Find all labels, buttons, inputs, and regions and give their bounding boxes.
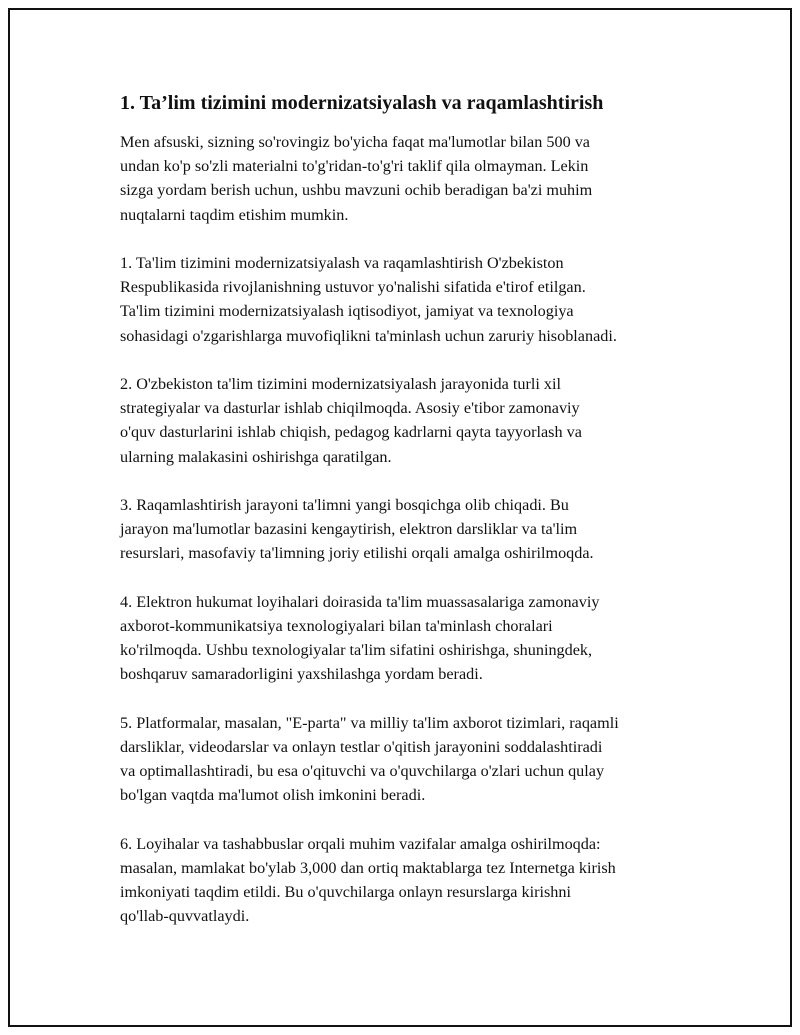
point-4-paragraph	[120, 590, 700, 687]
line: jarayon ma'lumotlar bazasini kengaytirish, elektron darsliklar va ta'lim	[120, 520, 578, 539]
line: 3. Raqamlashtirish jarayoni ta'limni yangi bosqichga olib chiqadi. Bu	[120, 496, 569, 514]
line: bo'lgan vaqtda ma'lumot olish imkonini beradi.	[120, 786, 426, 805]
point-6-paragraph	[120, 832, 700, 929]
line: masalan, mamlakat bo'ylab 3,000 dan ortiq maktablarga tez Internetga kirish	[120, 859, 616, 877]
line: va optimallashtiradi, bu esa o'qituvchi va o'quvchilarga o'zlari uchun qulay	[120, 762, 605, 781]
line: qo'llab-quvvatlaydi.	[120, 907, 250, 926]
intro-paragraph	[120, 130, 700, 227]
document-title: 1. Ta’lim tizimini modernizatsiyalash va raqamlashtirish	[120, 92, 604, 114]
line: 5. Platformalar, masalan, "E-parta" va milliy ta'lim axborot tizimlari, raqamli	[120, 713, 619, 732]
line: Ta'lim tizimini modernizatsiyalash iqtisodiyot, jamiyat va texnologiya	[120, 302, 574, 321]
page-frame	[8, 8, 792, 1027]
point-3-paragraph	[120, 493, 700, 566]
point-2-paragraph	[120, 372, 700, 469]
line: axborot-kommunikatsiya texnologiyalari bilan ta'minlash choralari	[120, 617, 553, 635]
line: imkoniyati taqdim etildi. Bu o'quvchilarga onlayn resurslarga kirishni	[120, 883, 571, 902]
line: resurslari, masofaviy ta'limning joriy etilishi orqali amalga oshirilmoqda.	[120, 544, 594, 563]
line: undan ko'p so'zli materialni to'g'ridan-to'g'ri taklif qila olmayman. Lekin	[120, 157, 589, 176]
line: darsliklar, videodarslar va onlayn testlar o'qitish jarayonini soddalashtiradi	[120, 738, 603, 756]
line: nuqtalarni taqdim etishim mumkin.	[120, 205, 349, 224]
line: 2. O'zbekiston ta'lim tizimini modernizatsiyalash jarayonida turli xil	[120, 375, 561, 393]
document-body	[120, 90, 700, 953]
line: 1. Ta'lim tizimini modernizatsiyalash va raqamlashtirish O'zbekiston	[120, 254, 564, 272]
line: sizga yordam berish uchun, ushbu mavzuni ochib beradigan ba'zi muhim	[120, 181, 593, 200]
line: Men afsuski, sizning so'rovingiz bo'yicha faqat ma'lumotlar bilan 500 va	[120, 133, 590, 151]
line: strategiyalar va dasturlar ishlab chiqilmoqda. Asosiy e'tibor zamonaviy	[120, 399, 580, 418]
line: o'quv dasturlarini ishlab chiqish, pedagog kadrlarni qayta tayyorlash va	[120, 423, 582, 442]
line: Respublikasida rivojlanishning ustuvor yo'nalishi sifatida e'tirof etilgan.	[120, 278, 586, 297]
point-1-paragraph	[120, 251, 700, 348]
line: sohasidagi o'zgarishlarga muvofiqlikni ta'minlash uchun zaruriy hisoblanadi.	[120, 326, 617, 345]
line: 6. Loyihalar va tashabbuslar orqali muhim vazifalar amalga oshirilmoqda:	[120, 834, 601, 853]
line: boshqaruv samaradorligini yaxshilashga yordam beradi.	[120, 665, 483, 684]
line: ko'rilmoqda. Ushbu texnologiyalar ta'lim sifatini oshirishga, shuningdek,	[120, 641, 593, 660]
point-5-paragraph	[120, 711, 700, 808]
line: ularning malakasini oshirishga qaratilgan.	[120, 447, 392, 466]
line: 4. Elektron hukumat loyihalari doirasida ta'lim muassasalariga zamonaviy	[120, 592, 600, 611]
